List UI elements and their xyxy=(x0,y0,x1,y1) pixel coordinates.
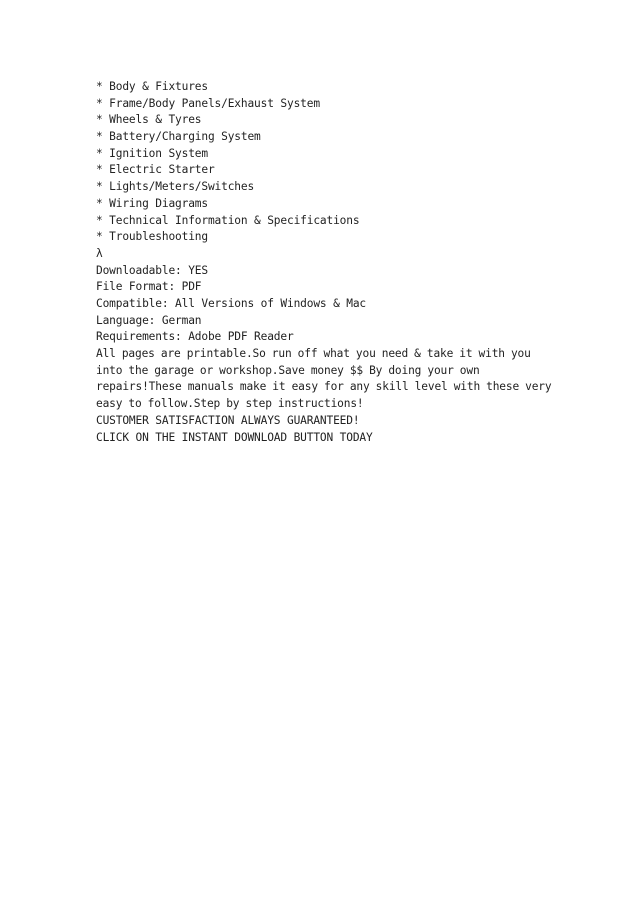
feature-list-item: * Technical Information & Specifications xyxy=(96,213,360,227)
spec-file-format: File Format: PDF xyxy=(96,280,202,294)
feature-list-item: * Frame/Body Panels/Exhaust System xyxy=(96,96,320,110)
separator-glyph: λ xyxy=(96,246,103,260)
spec-downloadable: Downloadable: YES xyxy=(96,263,208,277)
feature-list-item: * Lights/Meters/Switches xyxy=(96,180,255,194)
spec-language: Language: German xyxy=(96,313,202,327)
satisfaction-statement: CUSTOMER SATISFACTION ALWAYS GUARANTEED! xyxy=(96,413,360,427)
feature-list-item: * Ignition System xyxy=(96,146,208,160)
description-paragraph: All pages are printable.So run off what you need & take it with you into the garage or workshop.Save money $$ By doing your own repairs!These manuals make it easy for any skill level with these very easy to follow.Step by step instructions! xyxy=(96,347,552,411)
feature-list-item: * Troubleshooting xyxy=(96,230,208,244)
feature-list-item: * Wiring Diagrams xyxy=(96,196,208,210)
spec-compatible: Compatible: All Versions of Windows & Mac xyxy=(96,296,367,310)
feature-list-item: * Battery/Charging System xyxy=(96,130,261,144)
feature-list-item: * Electric Starter xyxy=(96,163,215,177)
feature-list-item: * Body & Fixtures xyxy=(96,80,208,93)
feature-list-item: * Wheels & Tyres xyxy=(96,113,202,127)
spec-requirements: Requirements: Adobe PDF Reader xyxy=(96,330,294,344)
document-body xyxy=(96,79,556,446)
call-to-action: CLICK ON THE INSTANT DOWNLOAD BUTTON TODAY xyxy=(96,430,373,444)
